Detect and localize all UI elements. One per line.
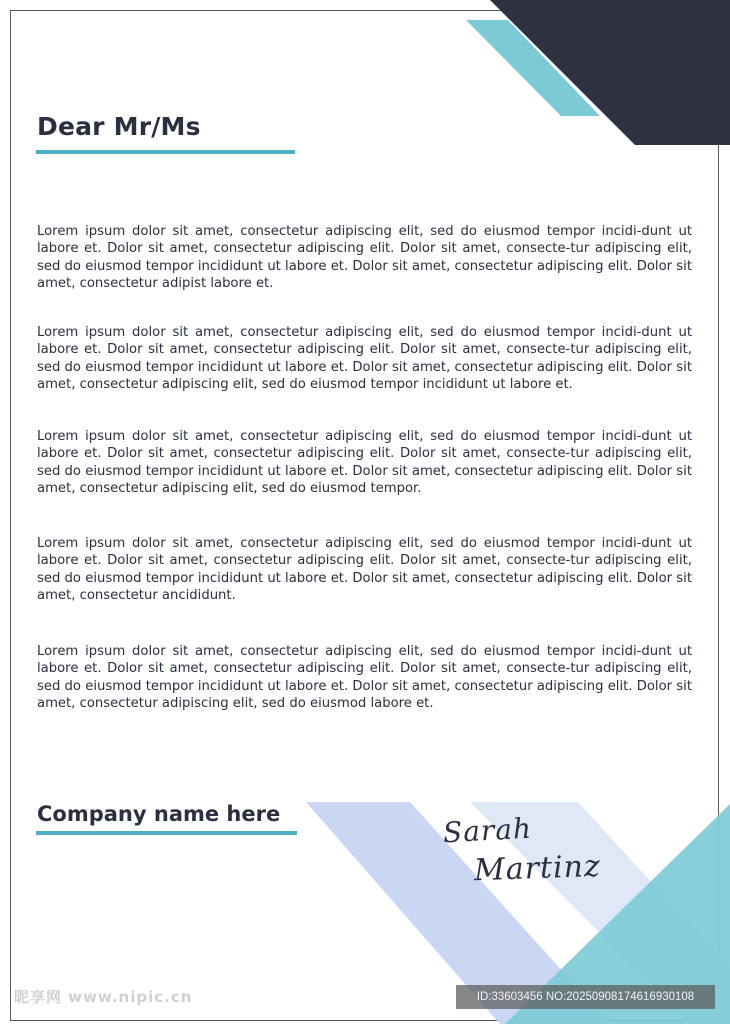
signature-last-name: Martinz xyxy=(473,848,602,889)
paragraph-5: Lorem ipsum dolor sit amet, consectetur adipiscing elit, sed do eiusmod tempor incidi-dunt ut labore et. Dolor sit amet, consectetur adipiscing elit. Dolor sit amet, consecte-tur adipiscing elit, sed do eiusmod tempor incididunt ut labore et. Dolor sit amet, consectetur adipiscing elit. Dolor sit amet, consectetur adipiscing elit, sed do eiusmod labore et. xyxy=(37,644,692,711)
signature-first-name: Sarah xyxy=(442,811,533,850)
paragraph-3: Lorem ipsum dolor sit amet, consectetur adipiscing elit, sed do eiusmod tempor incidi-dunt ut labore et. Dolor sit amet, consectetur adipiscing elit. Dolor sit amet, consecte-tur adipiscing elit, sed do eiusmod tempor incididunt ut labore et. Dolor sit amet, consectetur adipiscing elit. Dolor sit amet, consectetur adipiscing elit, sed do eiusmod tempor. xyxy=(37,429,692,496)
image-id-watermark: ID:33603456 NO:20250908174616930108 xyxy=(456,985,715,1009)
company-name: Company name here xyxy=(37,802,281,826)
site-watermark: 昵享网 www.nipic.cn xyxy=(14,988,193,1006)
company-underline xyxy=(36,831,297,835)
paragraph-1: Lorem ipsum dolor sit amet, consectetur adipiscing elit, sed do eiusmod tempor incidi-dunt ut labore et. Dolor sit amet, consectetur adipiscing elit. Dolor sit amet, consecte-tur adipiscing elit, sed do eiusmod tempor incididunt ut labore et. Dolor sit amet, consectetur adipiscing elit. Dolor sit amet, consectetur adipist labore et. xyxy=(37,224,692,291)
paragraph-4: Lorem ipsum dolor sit amet, consectetur adipiscing elit, sed do eiusmod tempor incidi-dunt ut labore et. Dolor sit amet, consectetur adipiscing elit. Dolor sit amet, consecte-tur adipiscing elit, sed do eiusmod tempor incididunt ut labore et. Dolor sit amet, consectetur adipiscing elit. Dolor sit amet, consectetur ancididunt. xyxy=(37,536,692,603)
paragraph-2: Lorem ipsum dolor sit amet, consectetur adipiscing elit, sed do eiusmod tempor incidi-dunt ut labore et. Dolor sit amet, consectetur adipiscing elit. Dolor sit amet, consecte-tur adipiscing elit, sed do eiusmod tempor incididunt ut labore et. Dolor sit amet, consectetur adipiscing elit. Dolor sit amet, consectetur adipiscing elit, sed do eiusmod tempor incididunt ut labore et. xyxy=(37,325,692,392)
greeting-underline xyxy=(36,150,295,154)
greeting-heading: Dear Mr/Ms xyxy=(37,112,201,141)
